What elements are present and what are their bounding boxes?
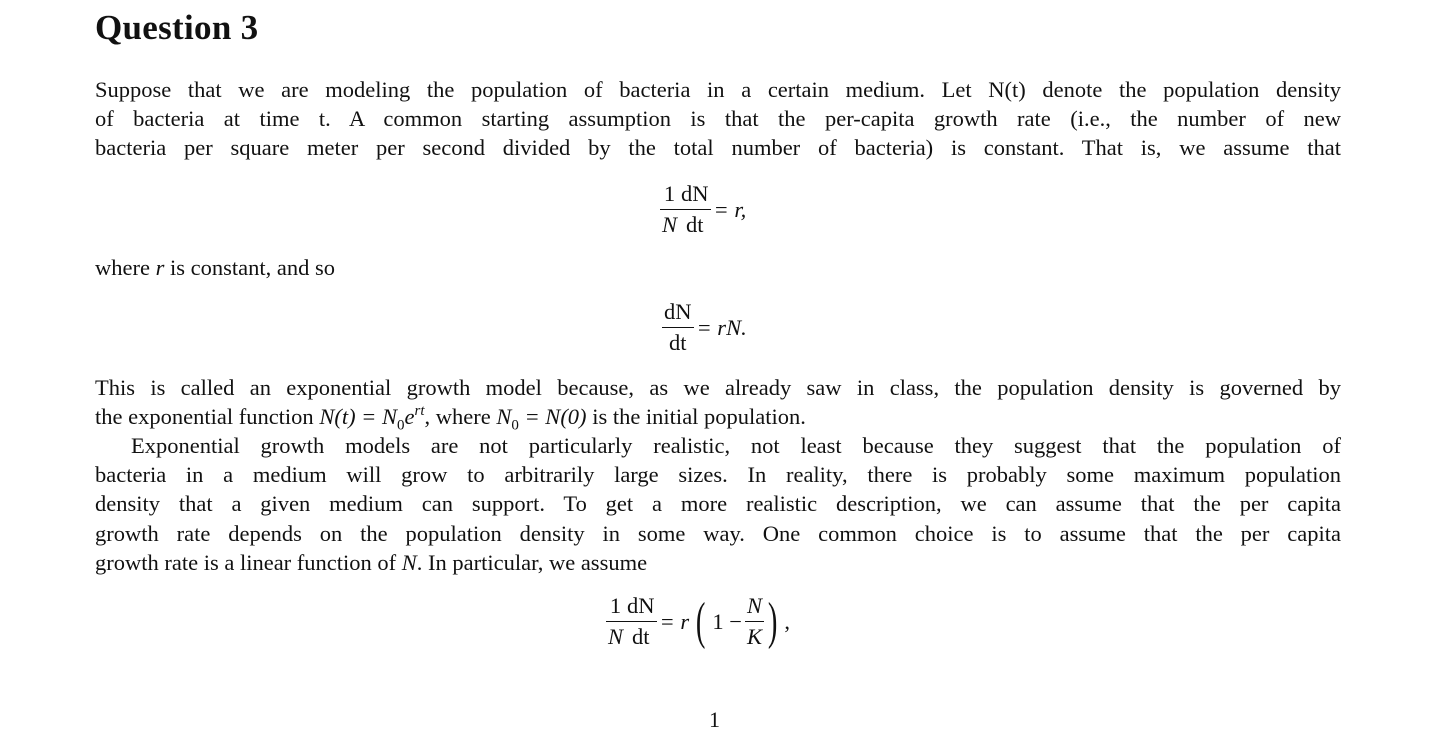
denominator bbox=[745, 622, 764, 649]
text-line: density that a given medium can support. To get a more realistic description, we can assume that the per capita bbox=[95, 491, 1341, 517]
fraction bbox=[606, 594, 625, 649]
text-line: bacteria in a medium will grow to arbitrarily large sizes. In reality, there is probably some maximum population bbox=[95, 462, 1341, 488]
math-text: = r, bbox=[713, 196, 747, 222]
math-text: N(t) = N bbox=[319, 404, 397, 430]
where-paragraph bbox=[95, 253, 1341, 282]
subscript: 0 bbox=[511, 417, 519, 434]
math-var: N bbox=[662, 212, 678, 237]
numerator: dN bbox=[662, 300, 694, 328]
equation-rhs bbox=[694, 315, 750, 341]
numerator: 1 bbox=[660, 182, 679, 210]
text-line: This is called an exponential growth model because, as we already saw in class, the population density is governed by bbox=[95, 375, 1341, 400]
right-paren: ) bbox=[767, 592, 778, 650]
math-var: N bbox=[747, 593, 763, 618]
text: , where bbox=[424, 404, 497, 430]
page-number: 1 bbox=[709, 707, 720, 732]
text: is constant, and so bbox=[164, 255, 335, 280]
left-paren: ( bbox=[695, 592, 706, 650]
denominator: dt bbox=[632, 624, 650, 649]
equation-rhs bbox=[711, 197, 750, 223]
math-var: N bbox=[608, 624, 624, 649]
math-text: dN bbox=[681, 181, 709, 206]
math-text: = rN. bbox=[696, 314, 747, 340]
math-text: = r bbox=[659, 608, 690, 634]
text-line: Exponential growth models are not particularly realistic, not least because they suggest that the population of bbox=[131, 433, 1341, 458]
fraction bbox=[679, 182, 711, 237]
text: is the initial population. bbox=[586, 404, 806, 430]
text: where bbox=[95, 255, 156, 280]
fraction bbox=[660, 182, 679, 237]
question-title: Question 3 bbox=[95, 8, 259, 47]
math-var: N bbox=[401, 549, 417, 575]
text-line bbox=[95, 253, 1341, 282]
text-line: growth rate depends on the population density in some way. One common choice is to assume that the per capita bbox=[95, 520, 1341, 546]
denominator: dt bbox=[668, 330, 687, 355]
fraction bbox=[625, 594, 657, 649]
text: . In particular, we assume bbox=[416, 549, 648, 575]
text: the exponential function bbox=[95, 404, 320, 430]
equation-exponential bbox=[662, 300, 750, 355]
exponential-paragraph bbox=[95, 373, 1341, 434]
intro-paragraph bbox=[95, 75, 1341, 163]
equation-per-capita-rate bbox=[660, 182, 749, 237]
subscript: 0 bbox=[397, 417, 405, 434]
math-var: r bbox=[155, 255, 165, 280]
denominator bbox=[606, 622, 625, 649]
numerator bbox=[625, 594, 657, 622]
logistic-paragraph bbox=[95, 431, 1341, 577]
math-text: e bbox=[404, 404, 415, 430]
math-var: K bbox=[747, 624, 763, 649]
text-line bbox=[95, 402, 1341, 434]
numerator: 1 bbox=[606, 594, 625, 622]
text: growth rate is a linear function of bbox=[95, 549, 402, 575]
numerator bbox=[745, 594, 764, 622]
math-text: dN bbox=[627, 593, 655, 618]
superscript bbox=[415, 403, 425, 419]
fraction bbox=[745, 594, 764, 649]
text-line bbox=[95, 548, 1341, 577]
math-text: rt bbox=[414, 402, 425, 419]
one-minus: 1 − bbox=[712, 608, 742, 634]
comma: , bbox=[784, 608, 790, 634]
equals-r bbox=[657, 609, 693, 635]
text-line: of bacteria at time t. A common starting assumption is that the per-capita growth rate (i.e., the number of new bbox=[95, 106, 1341, 132]
denominator: dt bbox=[686, 212, 704, 237]
denominator bbox=[660, 210, 679, 237]
equation-logistic bbox=[606, 594, 793, 649]
numerator bbox=[679, 182, 711, 210]
fraction bbox=[662, 300, 694, 355]
math-text: = N(0) bbox=[518, 404, 587, 430]
text-line: bacteria per square meter per second divided by the total number of bacteria) is constant. That is, we assume that bbox=[95, 135, 1341, 161]
math-text: N bbox=[496, 404, 512, 430]
text-line: Suppose that we are modeling the population of bacteria in a certain medium. Let N(t) denote the population density bbox=[95, 77, 1341, 102]
